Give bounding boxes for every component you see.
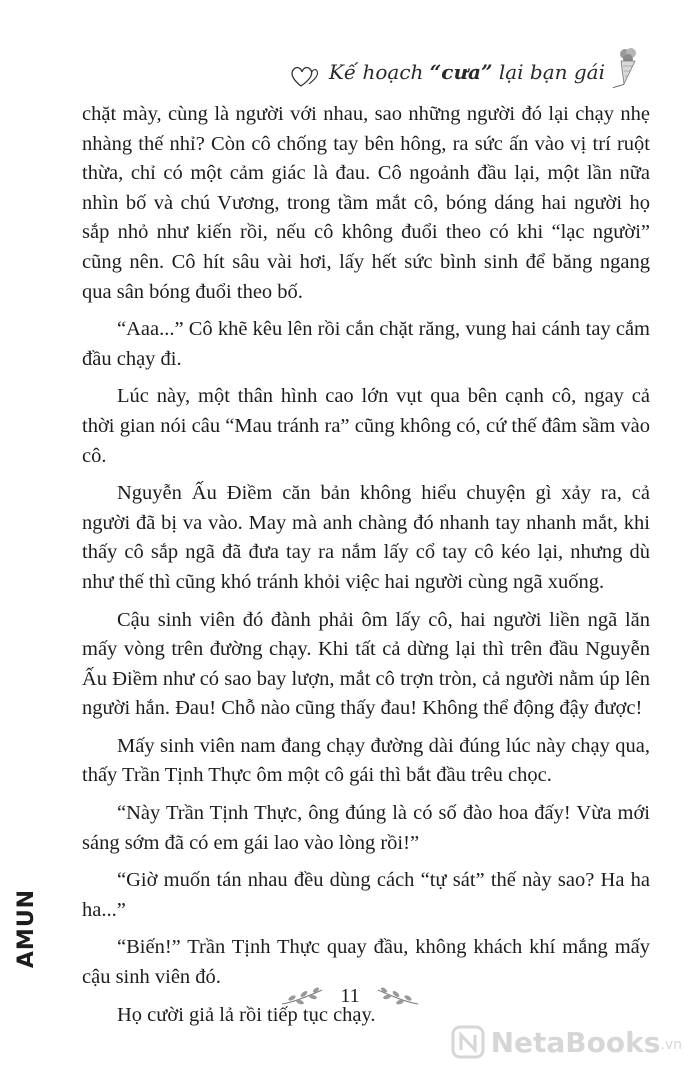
flower-cone-icon — [611, 44, 645, 90]
heart-outline-icon — [289, 64, 323, 90]
paragraph: “Giờ muốn tán nhau đều dùng cách “tự sát” thế này sao? Ha ha ha...” — [82, 869, 650, 921]
paragraph: Nguyễn Ấu Điềm căn bản không hiểu chuyện gì xảy ra, cả người đã bị va vào. May mà anh chàng đó nhanh tay nhanh mắt, khi thấy cô sắp ngã đã đưa tay ra nắm lấy cổ tay cô kéo lại, nhưng dù như thế thì cũng khó tránh khỏi việc hai người cùng ngã xuống. — [82, 482, 650, 593]
paragraph: Cậu sinh viên đó đành phải ôm lấy cô, hai người liền ngã lăn mấy vòng trên đường chạy. Khi tất cả dừng lại thì trên đầu Nguyễn Ấu Điềm như có sao bay lượn, mắt cô trợn tròn, cả người nằm úp lên người hắn. Đau! Chỗ nào cũng thấy đau! Không thể động đậy được! — [82, 608, 650, 720]
page-number: 11 — [340, 985, 360, 1007]
netabooks-logo-icon — [451, 1025, 485, 1059]
running-header-title: Kế hoạch “cưa” lại bạn gái — [328, 60, 605, 84]
paragraph: “Aaa...” Cô khẽ kêu lên rồi cắn chặt răng, vung hai cánh tay cắm đầu chạy đi. — [82, 318, 650, 370]
watermark-suffix: .vn — [660, 1037, 682, 1053]
running-header — [289, 40, 645, 90]
chapter-body — [82, 100, 650, 1038]
paragraph: “Biến!” Trần Tịnh Thực quay đầu, không khách khí mắng mấy cậu sinh viên đó. — [82, 936, 650, 989]
publisher-logo: AMUN — [14, 888, 40, 968]
paragraph: Họ cười giả lả rồi tiếp tục chạy. — [117, 1003, 376, 1026]
leaf-sprig-icon — [376, 986, 420, 1008]
page-footer — [0, 985, 700, 1008]
paragraph: chặt mày, cùng là người với nhau, sao những người đó lại chạy nhẹ nhàng thế nhỉ? Còn cô chống tay bên hông, ra sức ấn vào vị trí ruột thừa, chỉ có một cảm giác là đau. Cô ngoảnh đầu lại, một lần nữa nhìn bố và chú Vương, trong tầm mắt cô, bóng dáng hai người họ sắp nhỏ như kiến rồi, nếu cô không đuổi theo có khi “lạc người” cũng nên. Cô hít sâu vài hơi, lấy hết sức bình sinh để băng ngang qua sân bóng đuổi theo bố. — [82, 103, 650, 303]
leaf-sprig-icon — [280, 986, 324, 1008]
watermark — [451, 1025, 682, 1059]
paragraph: “Này Trần Tịnh Thực, ông đúng là có số đào hoa đấy! Vừa mới sáng sớm đã có em gái lao vào lòng rồi!” — [82, 802, 650, 854]
paragraph: Mấy sinh viên nam đang chạy đường dài đúng lúc này chạy qua, thấy Trần Tịnh Thực ôm một cô gái thì bắt đầu trêu chọc. — [82, 734, 650, 787]
paragraph: Lúc này, một thân hình cao lớn vụt qua bên cạnh cô, ngay cả thời gian nói câu “Mau tránh ra” cũng không có, cứ thế đâm sầm vào cô. — [82, 385, 650, 467]
watermark-brand: NetaBooks — [490, 1025, 661, 1059]
